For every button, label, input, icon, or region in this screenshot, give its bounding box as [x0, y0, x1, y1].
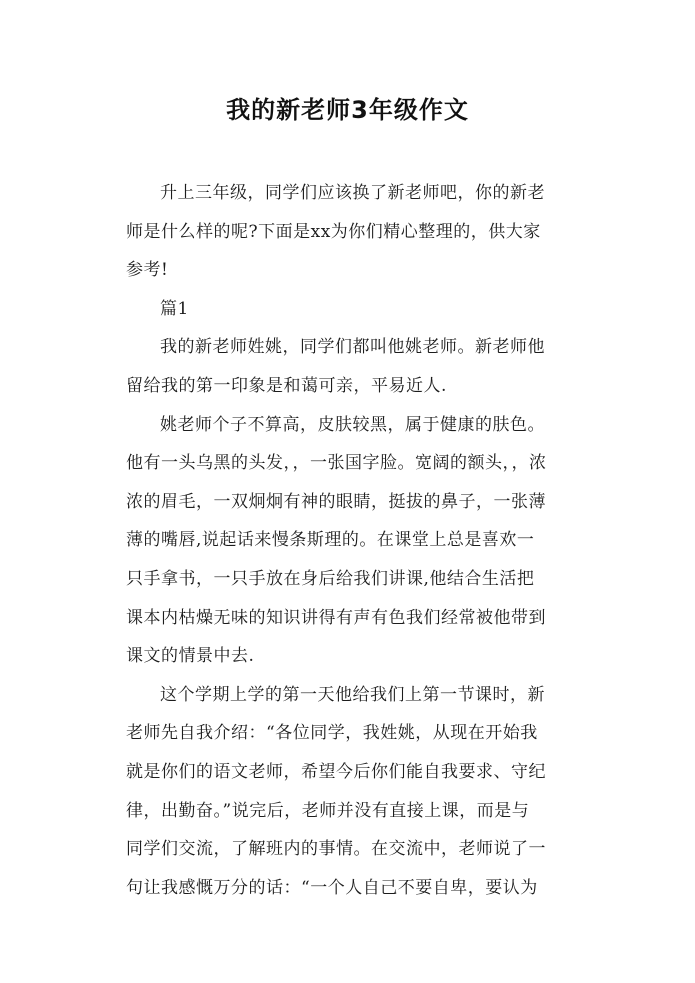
body-line: 同学们交流，了解班内的事情。在交流中，老师说了一	[126, 839, 546, 860]
body-line: 律，出勤奋。”说完后，老师并没有直接上课，而是与	[126, 800, 530, 821]
body-line: 就是你们的语文老师，希望今后你们能自我要求、守纪	[126, 761, 546, 782]
body-line: 篇1	[160, 298, 189, 319]
body-line: 姚老师个子不算高，皮肤较黑，属于健康的肤色。	[160, 414, 545, 435]
document-body	[126, 174, 576, 907]
body-line: 老师先自我介绍：“各位同学，我姓姚，从现在开始我	[126, 723, 538, 744]
body-line: 浓的眉毛，一双炯炯有神的眼睛，挺拔的鼻子，一张薄	[126, 491, 546, 512]
body-line: 师是什么样的呢?下面是xx为你们精心整理的，供大家	[126, 221, 541, 242]
body-line: 课文的情景中去.	[126, 646, 255, 667]
body-line: 他有一头乌黑的头发，，一张国字脸。宽阔的额头，，浓	[126, 453, 547, 474]
body-line: 升上三年级，同学们应该换了新老师吧，你的新老	[160, 183, 545, 203]
body-line: 薄的嘴唇,说起话来慢条斯理的。在课堂上总是喜欢一	[126, 530, 535, 551]
body-line: 我的新老师姓姚，同学们都叫他姚老师。新老师他	[160, 337, 545, 358]
body-line: 句让我感慨万分的话：“一个人自己不要自卑，要认为	[126, 877, 538, 898]
body-line: 只手拿书，一只手放在身后给我们讲课,他结合生活把	[126, 568, 535, 589]
body-line: 课本内枯燥无味的知识讲得有声有色我们经常被他带到	[126, 607, 546, 628]
document-title: 我的新老师3年级作文	[226, 96, 469, 124]
body-line: 参考!	[126, 260, 169, 281]
body-line: 这个学期上学的第一天他给我们上第一节课时，新	[160, 684, 545, 705]
body-line: 留给我的第一印象是和蔼可亲，平易近人.	[126, 375, 447, 396]
